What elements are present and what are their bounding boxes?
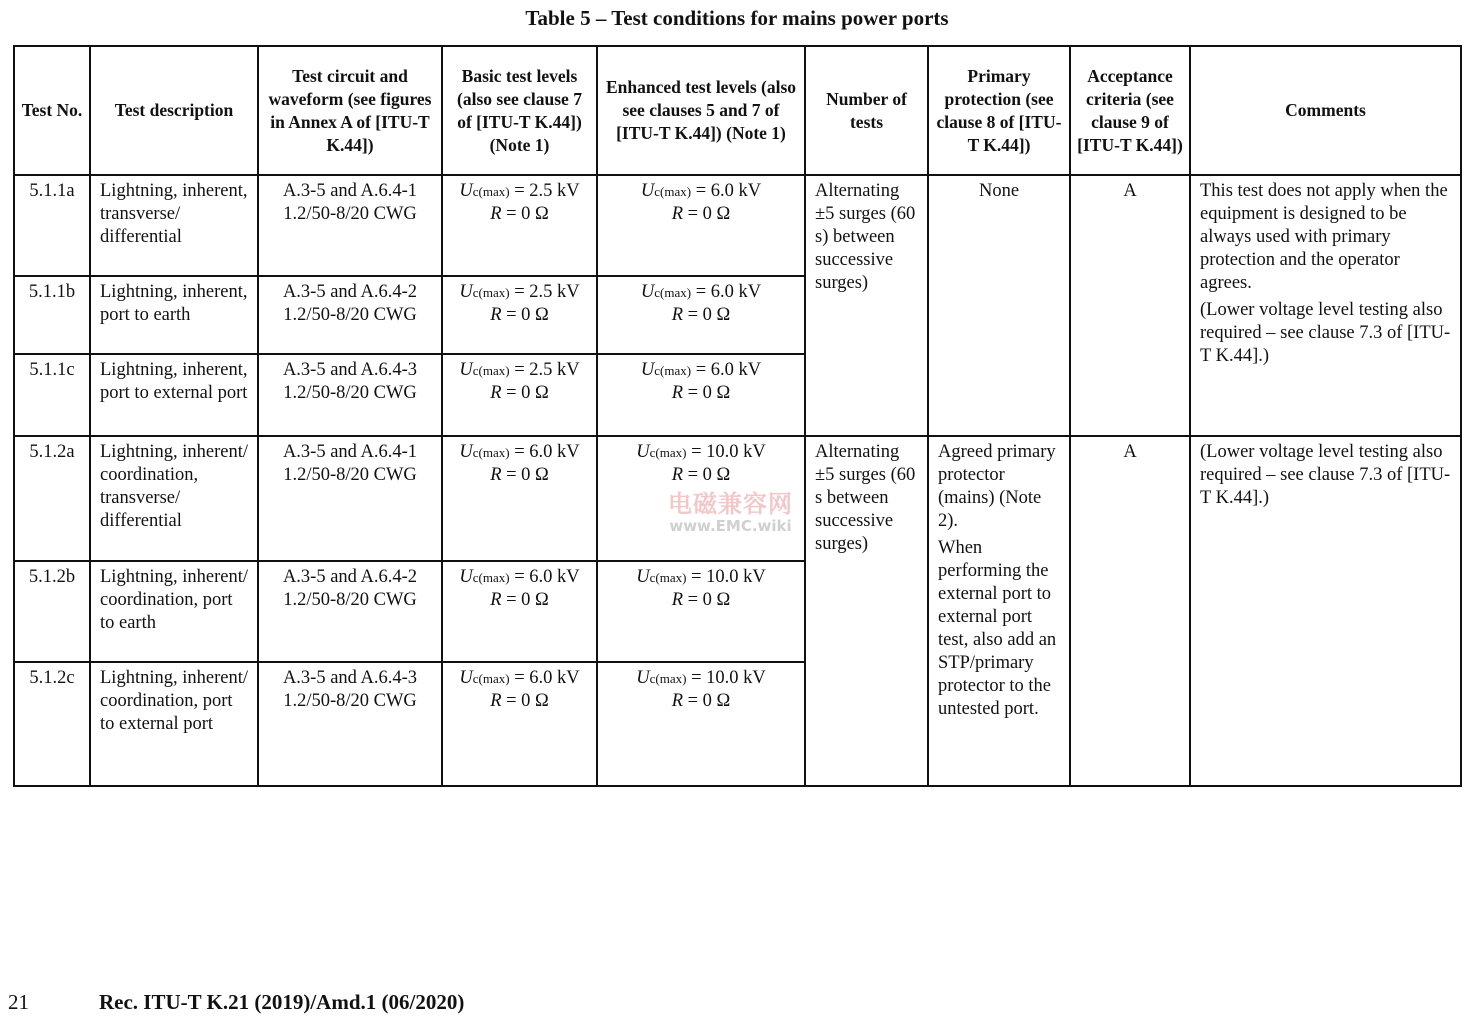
voltage-line [607, 359, 795, 382]
circuit-waveform: 1.2/50-8/20 CWG [283, 590, 417, 610]
voltage-line [452, 359, 587, 382]
resistance-line [607, 690, 795, 713]
resistance-line [607, 304, 795, 327]
u-symbol: U [640, 360, 655, 380]
voltage-value: = 6.0 kV [691, 360, 762, 380]
voltage-value: = 6.0 kV [509, 567, 580, 587]
voltage-value: = 6.0 kV [509, 668, 580, 688]
voltage-line [607, 566, 795, 589]
circuit-figures: A.3-5 and A.6.4-3 [282, 668, 418, 688]
basic-level [442, 276, 597, 354]
basic-level [442, 354, 597, 436]
resistance-line [452, 304, 587, 327]
r-symbol: R [671, 383, 683, 403]
comments [1190, 175, 1461, 436]
header-basic-levels: Basic test levels (also see clause 7 of [ITU-T K.44]) (Note 1) [442, 46, 597, 175]
voltage-value: = 2.5 kV [509, 181, 580, 201]
circuit-figures: A.3-5 and A.6.4-3 [282, 360, 418, 380]
circuit-figures: A.3-5 and A.6.4-1 [282, 181, 418, 201]
test-circuit [258, 175, 442, 276]
test-no: 5.1.2a [14, 436, 90, 561]
resistance-value: = 0 Ω [501, 590, 549, 610]
page-number: 21 [8, 990, 29, 1014]
u-subscript: c(max) [472, 285, 510, 300]
u-subscript: c(max) [654, 285, 692, 300]
r-symbol: R [671, 465, 683, 485]
resistance-line [452, 690, 587, 713]
voltage-line [452, 667, 587, 690]
header-enhanced-levels: Enhanced test levels (also see clauses 5 and 7 of [ITU-T K.44]) (Note 1) [597, 46, 805, 175]
number-of-tests: Alternating ±5 surges (60 s between successive surges) [805, 436, 928, 786]
u-symbol: U [640, 282, 655, 302]
enhanced-level [597, 561, 805, 662]
u-subscript: c(max) [472, 671, 510, 686]
test-description: Lightning, inherent/ coordination, transverse/ differential [90, 436, 258, 561]
resistance-value: = 0 Ω [501, 383, 549, 403]
voltage-line [452, 281, 587, 304]
test-description: Lightning, inherent/ coordination, port to external port [90, 662, 258, 786]
r-symbol: R [490, 204, 502, 224]
voltage-line [452, 180, 587, 203]
r-symbol: R [490, 383, 502, 403]
resistance-line [452, 464, 587, 487]
r-symbol: R [671, 691, 683, 711]
enhanced-level [597, 436, 805, 561]
header-acceptance-criteria: Acceptance criteria (see clause 9 of [ITU-T K.44]) [1070, 46, 1190, 175]
comments: (Lower voltage level testing also required – see clause 7.3 of [ITU-T K.44].) [1190, 436, 1461, 786]
u-subscript: c(max) [472, 184, 510, 199]
u-subscript: c(max) [472, 570, 510, 585]
test-circuit [258, 662, 442, 786]
u-symbol: U [459, 668, 473, 688]
u-subscript: c(max) [649, 671, 687, 686]
r-symbol: R [490, 465, 502, 485]
u-symbol: U [459, 360, 473, 380]
basic-level [442, 662, 597, 786]
circuit-waveform: 1.2/50-8/20 CWG [283, 383, 417, 403]
voltage-value: = 10.0 kV [686, 668, 766, 688]
u-subscript: c(max) [472, 363, 510, 378]
test-no: 5.1.1a [14, 175, 90, 276]
test-circuit [258, 561, 442, 662]
primary-protection: None [928, 175, 1070, 436]
test-description: Lightning, inherent, port to external port [90, 354, 258, 436]
test-description: Lightning, inherent, transverse/ differential [90, 175, 258, 276]
header-test-no: Test No. [14, 46, 90, 175]
header-primary-protection: Primary protection (see clause 8 of [ITU-T K.44]) [928, 46, 1070, 175]
enhanced-level [597, 175, 805, 276]
resistance-line [607, 203, 795, 226]
voltage-value: = 2.5 kV [509, 360, 580, 380]
acceptance-criteria: A [1070, 436, 1190, 786]
resistance-line [607, 464, 795, 487]
enhanced-level [597, 276, 805, 354]
basic-level [442, 436, 597, 561]
u-subscript: c(max) [472, 445, 510, 460]
test-description: Lightning, inherent/ coordination, port to earth [90, 561, 258, 662]
u-symbol: U [459, 282, 473, 302]
voltage-value: = 6.0 kV [691, 282, 762, 302]
watermark-url: www.EMC.wiki [669, 517, 792, 535]
circuit-figures: A.3-5 and A.6.4-2 [282, 282, 418, 302]
resistance-line [452, 382, 587, 405]
test-description: Lightning, inherent, port to earth [90, 276, 258, 354]
u-symbol: U [636, 442, 650, 462]
header-row [14, 46, 1461, 175]
voltage-value: = 2.5 kV [509, 282, 580, 302]
basic-level [442, 175, 597, 276]
r-symbol: R [671, 204, 683, 224]
u-symbol: U [636, 567, 650, 587]
circuit-waveform: 1.2/50-8/20 CWG [283, 465, 417, 485]
u-subscript: c(max) [654, 184, 692, 199]
resistance-line [452, 203, 587, 226]
u-symbol: U [459, 567, 473, 587]
resistance-value: = 0 Ω [501, 691, 549, 711]
test-circuit [258, 354, 442, 436]
resistance-line [607, 589, 795, 612]
resistance-value: = 0 Ω [501, 465, 549, 485]
voltage-line [452, 566, 587, 589]
table-title: Table 5 – Test conditions for mains power ports [525, 6, 949, 30]
u-symbol: U [640, 181, 655, 201]
document-reference: Rec. ITU-T K.21 (2019)/Amd.1 (06/2020) [99, 990, 465, 1014]
u-subscript: c(max) [649, 570, 687, 585]
voltage-value: = 10.0 kV [686, 567, 766, 587]
resistance-value: = 0 Ω [683, 204, 731, 224]
voltage-line [607, 281, 795, 304]
enhanced-level [597, 354, 805, 436]
r-symbol: R [671, 305, 683, 325]
number-of-tests: Alternating ±5 surges (60 s) between successive surges) [805, 175, 928, 436]
test-no: 5.1.2b [14, 561, 90, 662]
voltage-value: = 6.0 kV [509, 442, 580, 462]
u-symbol: U [636, 668, 650, 688]
circuit-waveform: 1.2/50-8/20 CWG [283, 204, 417, 224]
r-symbol: R [490, 590, 502, 610]
resistance-value: = 0 Ω [683, 383, 731, 403]
u-symbol: U [459, 181, 473, 201]
r-symbol: R [490, 691, 502, 711]
comment-paragraph: (Lower voltage level testing also required – see clause 7.3 of [ITU-T K.44].) [1200, 300, 1451, 366]
resistance-line [607, 382, 795, 405]
test-circuit [258, 436, 442, 561]
test-no: 5.1.1b [14, 276, 90, 354]
circuit-figures: A.3-5 and A.6.4-2 [282, 567, 418, 587]
circuit-waveform: 1.2/50-8/20 CWG [283, 691, 417, 711]
u-subscript: c(max) [654, 363, 692, 378]
r-symbol: R [671, 590, 683, 610]
r-symbol: R [490, 305, 502, 325]
header-test-description: Test description [90, 46, 258, 175]
watermark-logo-text: 电磁兼容网 [668, 490, 793, 518]
primary-protection-paragraph: When performing the external port to external port test, also add an STP/primary protector to the untested port. [938, 538, 1057, 719]
primary-protection [928, 436, 1070, 786]
resistance-value: = 0 Ω [501, 204, 549, 224]
resistance-value: = 0 Ω [683, 590, 731, 610]
table-row [14, 175, 1461, 276]
resistance-value: = 0 Ω [501, 305, 549, 325]
primary-protection-paragraph: Agreed primary protector (mains) (Note 2). [938, 442, 1056, 531]
resistance-value: = 0 Ω [683, 305, 731, 325]
header-test-circuit: Test circuit and waveform (see figures in Annex A of [ITU-T K.44]) [258, 46, 442, 175]
circuit-figures: A.3-5 and A.6.4-1 [282, 442, 418, 462]
enhanced-level [597, 662, 805, 786]
test-conditions-table [13, 45, 1462, 787]
voltage-value: = 10.0 kV [686, 442, 766, 462]
u-subscript: c(max) [649, 445, 687, 460]
voltage-value: = 6.0 kV [691, 181, 762, 201]
voltage-line [607, 180, 795, 203]
test-circuit [258, 276, 442, 354]
comment-paragraph: This test does not apply when the equipment is designed to be always used with primary protection and the operator agrees. [1200, 181, 1448, 293]
header-number-of-tests: Number of tests [805, 46, 928, 175]
circuit-waveform: 1.2/50-8/20 CWG [283, 305, 417, 325]
acceptance-criteria: A [1070, 175, 1190, 436]
test-no: 5.1.2c [14, 662, 90, 786]
voltage-line [607, 667, 795, 690]
voltage-line [452, 441, 587, 464]
table-row [14, 436, 1461, 561]
resistance-value: = 0 Ω [683, 691, 731, 711]
resistance-value: = 0 Ω [683, 465, 731, 485]
test-no: 5.1.1c [14, 354, 90, 436]
u-symbol: U [459, 442, 473, 462]
header-comments: Comments [1190, 46, 1461, 175]
voltage-line [607, 441, 795, 464]
resistance-line [452, 589, 587, 612]
basic-level [442, 561, 597, 662]
